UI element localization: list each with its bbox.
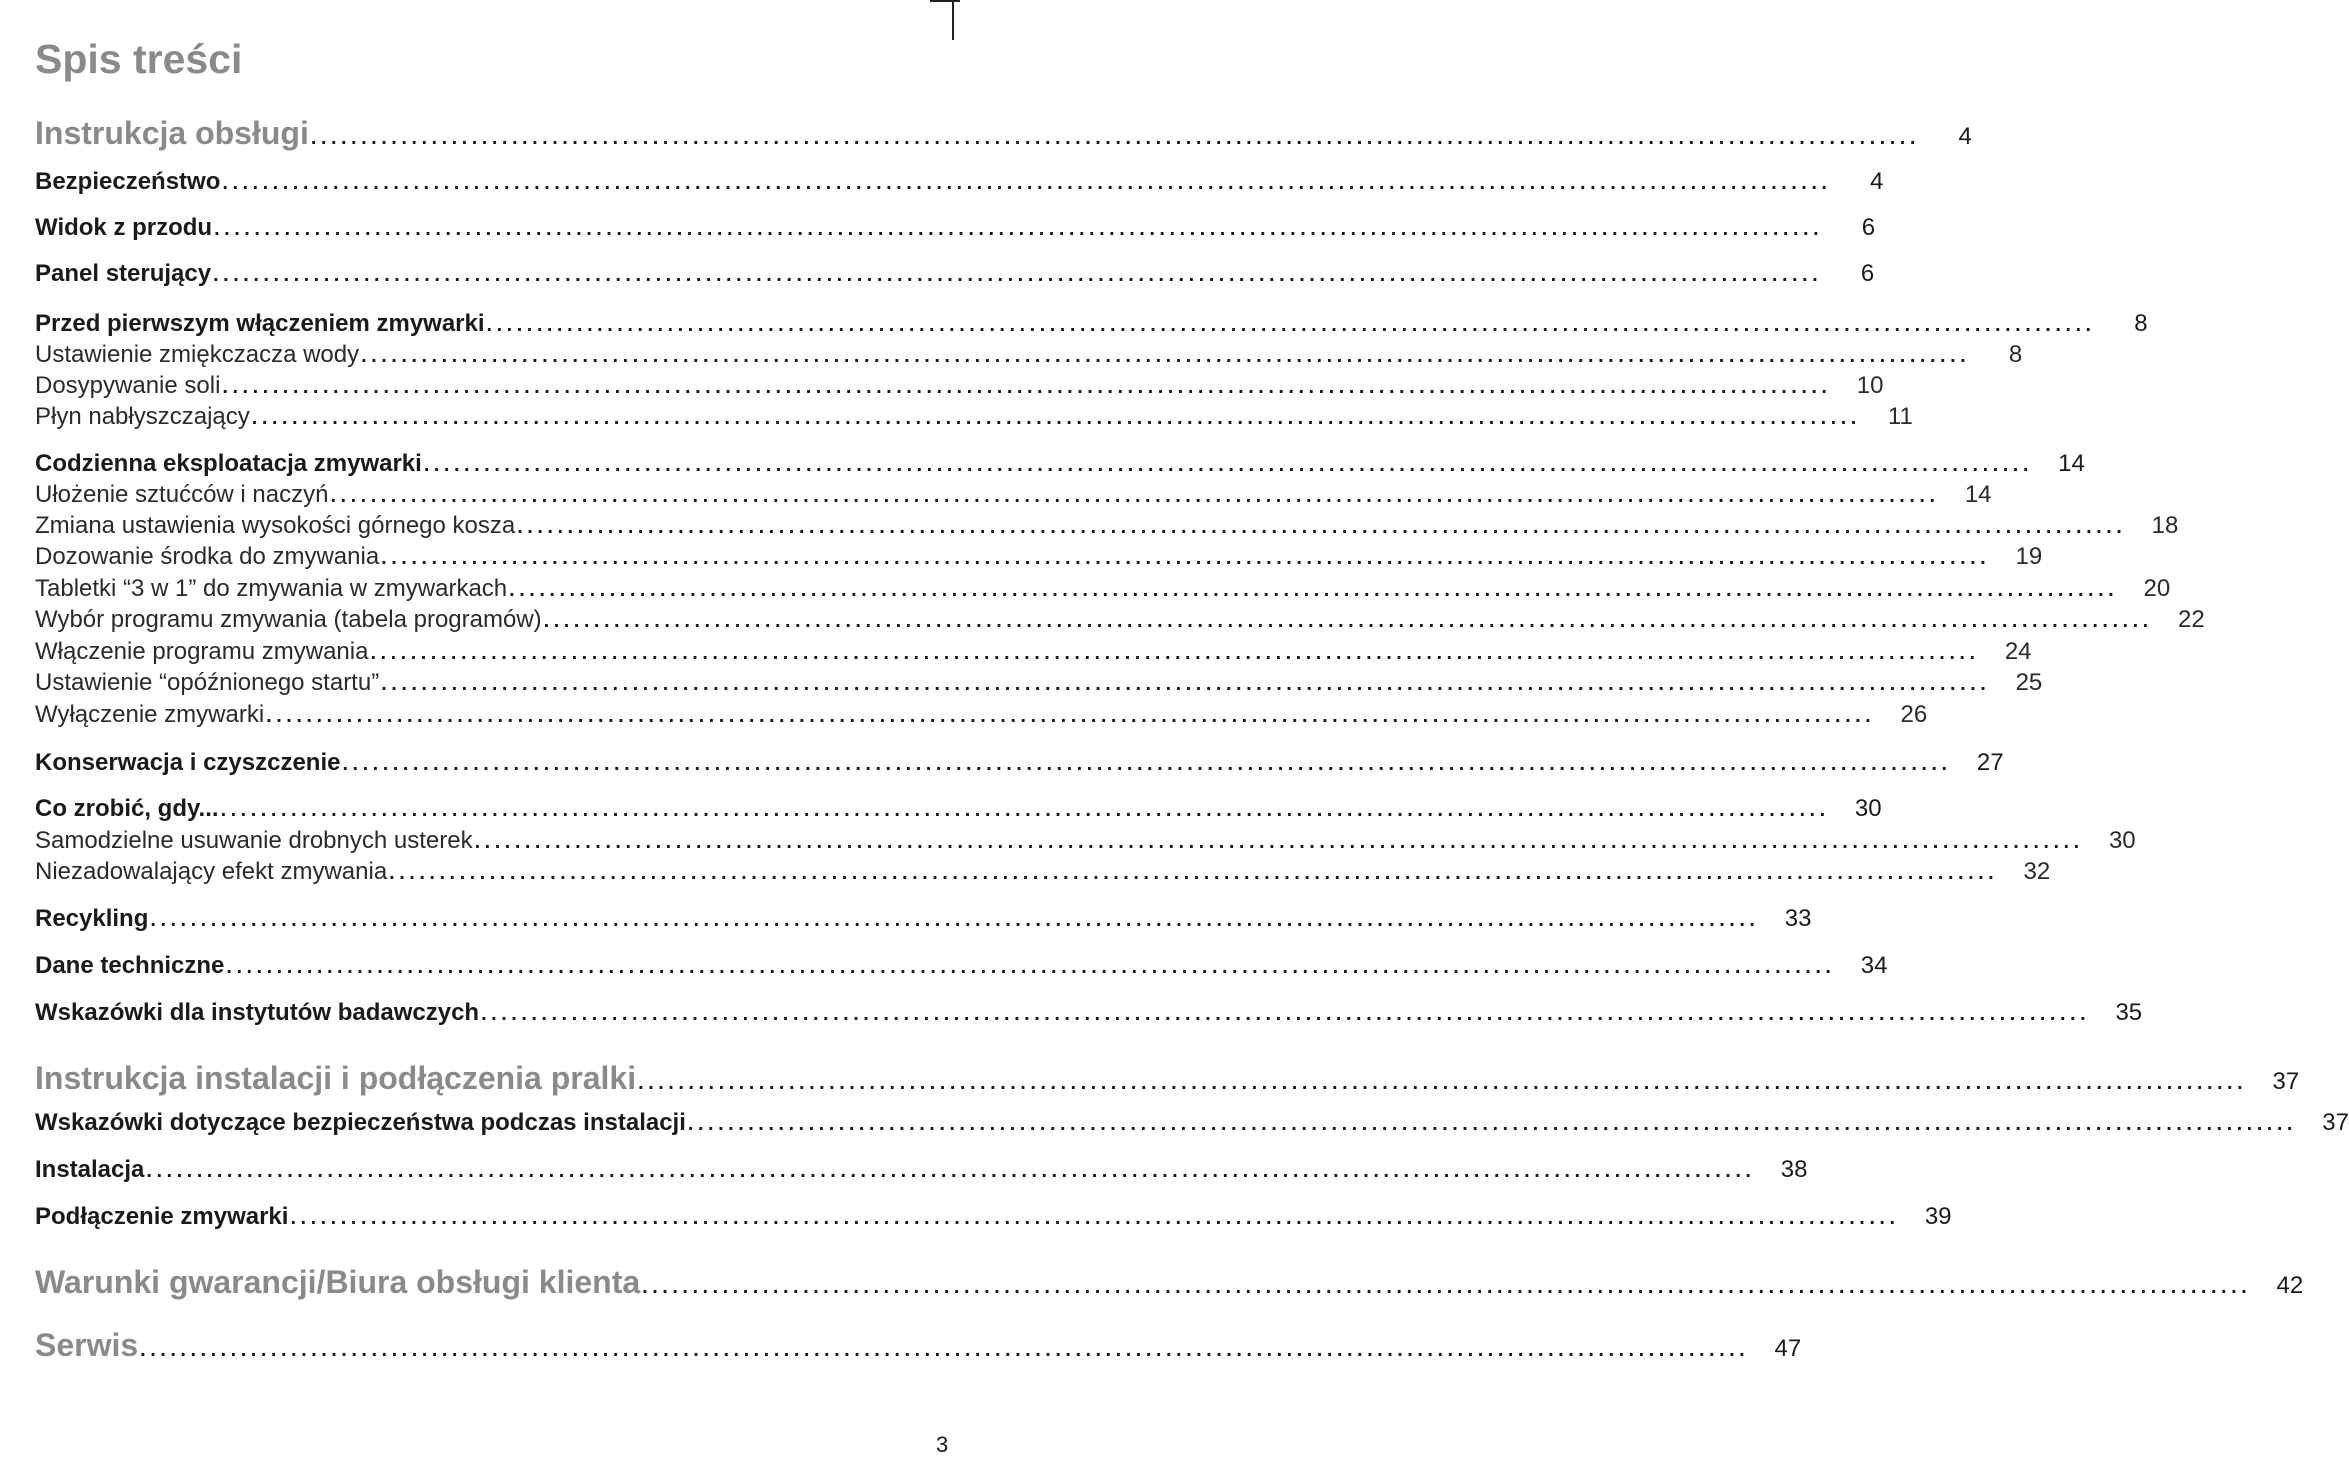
dot-leader: ................................................................................................................................................................: [517, 516, 2127, 538]
toc-entry-page: 27: [1976, 749, 2004, 776]
toc-entry-page: 42: [2276, 1272, 2304, 1299]
dot-leader: ................................................................................................................................................................: [342, 753, 1952, 775]
toc-entry-page: 37: [2322, 1109, 2349, 1136]
toc-entry-page: 33: [1784, 905, 1812, 932]
toc-entry-label: Panel sterujący: [35, 260, 212, 287]
dot-leader: ................................................................................................................................................................: [509, 579, 2119, 601]
toc-entry-page: 32: [2023, 858, 2051, 885]
toc-entry-label: Konserwacja i czyszczenie: [35, 749, 341, 776]
dot-leader: ................................................................................................................................................................: [220, 799, 1830, 821]
toc-entry[interactable]: [35, 542, 2043, 572]
toc-entry-page: 6: [1860, 260, 1875, 287]
dot-leader: ................................................................................................................................................................: [310, 127, 1920, 149]
toc-entry-page: 39: [1924, 1203, 1952, 1230]
toc-entry-label: Instalacja: [35, 1156, 145, 1183]
toc-entry[interactable]: [35, 1155, 1808, 1185]
dot-leader: ................................................................................................................................................................: [140, 1339, 1750, 1361]
toc-entry-page: 20: [2143, 575, 2171, 602]
toc-entry[interactable]: [35, 449, 2085, 479]
toc-entry[interactable]: [35, 605, 2205, 635]
toc-entry-page: 34: [1860, 952, 1888, 979]
dot-leader: ................................................................................................................................................................: [146, 1160, 1756, 1182]
toc-entry-page: 30: [2108, 827, 2136, 854]
toc-entry-page: 4: [1958, 123, 1972, 150]
toc-entry-page: 14: [2058, 450, 2085, 477]
toc-entry-label: Co zrobić, gdy...: [35, 795, 219, 822]
toc-entry-page: 4: [1870, 168, 1884, 195]
dot-leader: ................................................................................................................................................................: [290, 1207, 1900, 1229]
toc-entry-label: Wybór programu zmywania (tabela programów): [35, 606, 542, 633]
page-number: 3: [936, 1432, 949, 1457]
toc-entry[interactable]: [35, 857, 2051, 887]
dot-leader: ................................................................................................................................................................: [222, 172, 1832, 194]
corner-mark: [952, 0, 954, 40]
toc-entry-page: 35: [2115, 999, 2143, 1026]
toc-entry-label: Widok z przodu: [35, 214, 213, 241]
toc-entry-page: 19: [2015, 543, 2043, 570]
toc-entry[interactable]: [35, 213, 1876, 243]
toc-entry[interactable]: [35, 340, 2023, 370]
toc-entry[interactable]: [35, 1202, 1952, 1232]
toc-entry[interactable]: [35, 1059, 2300, 1097]
toc-entry-page: 37: [2272, 1068, 2300, 1095]
toc-entry[interactable]: [35, 167, 1884, 197]
dot-leader: ................................................................................................................................................................: [481, 1003, 2091, 1025]
toc-entry[interactable]: [35, 1263, 2304, 1301]
toc-entry-page: 8: [2008, 341, 2023, 368]
toc-entry[interactable]: [35, 511, 2179, 541]
dot-leader: ................................................................................................................................................................: [381, 547, 1991, 569]
toc-entry[interactable]: [35, 637, 2032, 667]
corner-mark: [930, 0, 960, 2]
toc-entry-label: Instrukcja obsługi: [35, 115, 309, 151]
toc-entry[interactable]: [35, 480, 1992, 510]
toc-entry-label: Dane techniczne: [35, 952, 225, 979]
toc-entry-page: 22: [2178, 606, 2205, 633]
toc-entry-label: Ustawienie zmiękczacza wody: [35, 341, 360, 368]
dot-leader: ................................................................................................................................................................: [213, 264, 1823, 286]
toc-entry[interactable]: [35, 668, 2043, 698]
page-title: Spis treści: [35, 36, 243, 82]
toc-entry-label: Tabletki “3 w 1” do zmywania w zmywarkach: [35, 575, 508, 602]
toc-entry[interactable]: [35, 748, 2004, 778]
toc-entry-page: 30: [1854, 795, 1882, 822]
toc-entry-label: Wskazówki dotyczące bezpieczeństwa podczas instalacji: [35, 1109, 686, 1136]
dot-leader: ................................................................................................................................................................: [266, 705, 1876, 727]
toc-entry-page: 8: [2134, 310, 2148, 337]
dot-leader: ................................................................................................................................................................: [642, 1276, 2252, 1298]
toc-entry[interactable]: [35, 574, 2171, 604]
dot-leader: ................................................................................................................................................................: [222, 376, 1832, 398]
dot-leader: ................................................................................................................................................................: [251, 407, 1861, 429]
toc-entry[interactable]: [35, 371, 1884, 401]
dot-leader: ................................................................................................................................................................: [361, 345, 1971, 367]
toc-entry[interactable]: [35, 794, 1882, 824]
toc-entry-label: Ułożenie sztućców i naczyń: [35, 481, 329, 508]
toc-entry-page: 10: [1856, 372, 1884, 399]
toc-entry-label: Przed pierwszym włączeniem zmywarki: [35, 310, 485, 337]
toc-entry-label: Niezadowalający efekt zmywania: [35, 858, 388, 885]
toc-entry-page: 11: [1887, 403, 1913, 430]
toc-entry-label: Dosypywanie soli: [35, 372, 221, 399]
toc-entry-label: Warunki gwarancji/Biura obsługi klienta: [35, 1264, 641, 1300]
dot-leader: ................................................................................................................................................................: [330, 485, 1940, 507]
toc-entry-label: Dozowanie środka do zmywania: [35, 543, 380, 570]
toc-entry[interactable]: [35, 114, 1972, 152]
toc-entry-label: Serwis: [35, 1327, 139, 1363]
toc-entry[interactable]: [35, 309, 2148, 339]
dot-leader: ................................................................................................................................................................: [486, 314, 2096, 336]
dot-leader: ................................................................................................................................................................: [543, 610, 2153, 632]
toc-entry[interactable]: [35, 826, 2136, 856]
toc-entry-label: Włączenie programu zmywania: [35, 638, 369, 665]
dot-leader: ................................................................................................................................................................: [474, 831, 2084, 853]
toc-entry[interactable]: [35, 951, 1888, 981]
toc-entry-page: 24: [2004, 638, 2032, 665]
dot-leader: ................................................................................................................................................................: [423, 454, 2033, 476]
toc-entry[interactable]: [35, 904, 1812, 934]
toc-entry-label: Codzienna eksploatacja zmywarki: [35, 450, 422, 477]
toc-entry-page: 47: [1774, 1335, 1802, 1362]
dot-leader: ................................................................................................................................................................: [370, 642, 1980, 664]
toc-entry-page: 6: [1861, 214, 1876, 241]
dot-leader: ................................................................................................................................................................: [150, 909, 1760, 931]
dot-leader: ................................................................................................................................................................: [381, 673, 1991, 695]
toc-entry[interactable]: [35, 1108, 2349, 1138]
toc-entry-label: Wskazówki dla instytutów badawczych: [35, 999, 480, 1026]
toc-entry-label: Instrukcja instalacji i podłączenia pralki: [35, 1060, 637, 1096]
toc-entry[interactable]: [35, 998, 2143, 1028]
dot-leader: ................................................................................................................................................................: [214, 218, 1824, 240]
toc-entry-page: 25: [2015, 669, 2043, 696]
toc-entry-label: Recykling: [35, 905, 149, 932]
toc-entry[interactable]: [35, 1326, 1802, 1364]
dot-leader: ................................................................................................................................................................: [638, 1072, 2248, 1094]
toc-entry-label: Zmiana ustawienia wysokości górnego kosza: [35, 512, 516, 539]
toc-entry-page: 26: [1900, 701, 1928, 728]
toc-entry[interactable]: [35, 700, 1928, 730]
toc-entry[interactable]: [35, 259, 1875, 289]
toc-entry-label: Samodzielne usuwanie drobnych usterek: [35, 827, 473, 854]
dot-leader: ................................................................................................................................................................: [389, 862, 1999, 884]
dot-leader: ................................................................................................................................................................: [687, 1113, 2297, 1135]
toc-entry-label: Bezpieczeństwo: [35, 168, 221, 195]
toc-entry-page: 18: [2151, 512, 2179, 539]
toc-entry-page: 38: [1780, 1156, 1808, 1183]
dot-leader: ................................................................................................................................................................: [226, 956, 1836, 978]
toc-entry-label: Wyłączenie zmywarki: [35, 701, 265, 728]
toc-entry-page: 14: [1964, 481, 1992, 508]
toc-entry-label: Ustawienie “opóźnionego startu”: [35, 669, 380, 696]
toc-entry-label: Płyn nabłyszczający: [35, 403, 250, 430]
toc-entry[interactable]: [35, 402, 1913, 432]
toc-entry-label: Podłączenie zmywarki: [35, 1203, 289, 1230]
